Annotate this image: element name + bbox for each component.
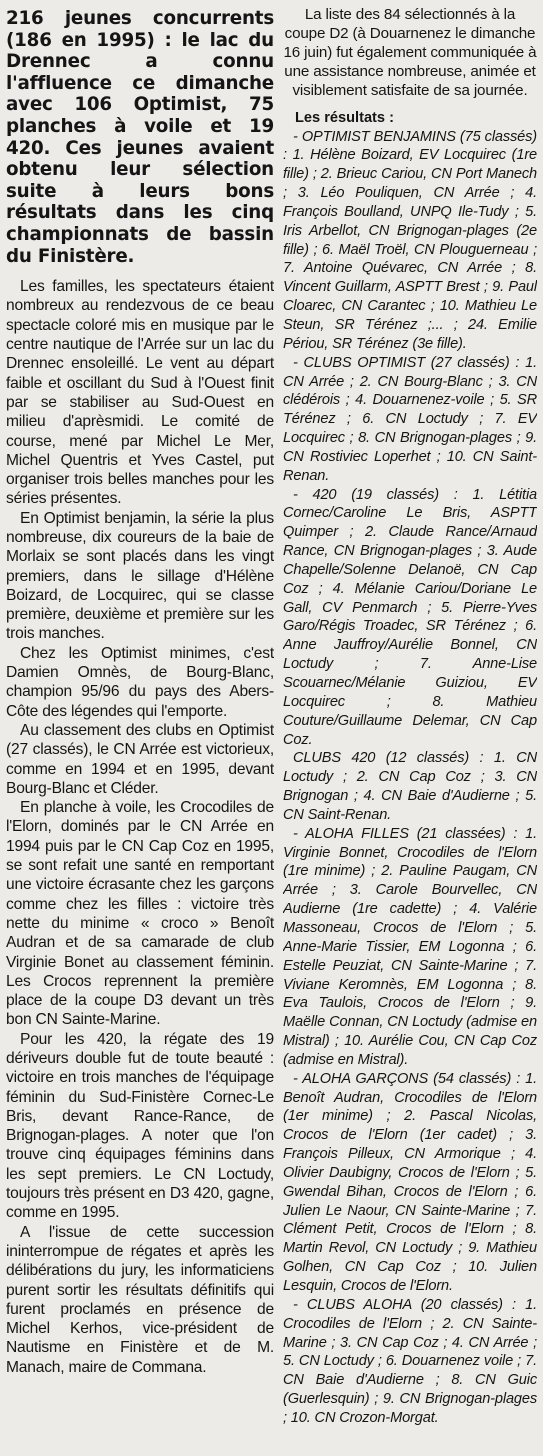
right-column bbox=[283, 6, 537, 1452]
result-aloha-garcons: - ALOHA GARÇONS (54 classés) : 1. Benoît Audran, Crocodiles de l'Elorn (1er minime) ; 2. Pascal Nicolas, Crocos de l'Elorn (1er cadet) ; 3. François Pilleux, CN Armorique ; 4. Olivier Daubigny, Crocos de l'Elorn ; 5. Gwendal Bihan, Crocos de l'Elorn ; 6. Julien Le Naour, CN Sainte-Marine ; 7. Clément Petit, Crocos de l'Elorn ; 8. Martin Revol, CN Loctudy ; 9. Mathieu Golhen, CN Cap Coz ; 10. Julien Lesquin, Crocos de l'Elorn. bbox=[283, 1070, 537, 1294]
result-optimist-benjamins: - OPTIMIST BENJAMINS (75 classés) : 1. Hélène Boizard, EV Locquirec (1re fille) ; 2. Brieuc Cariou, CN Port Manech ; 3. Léo Pouliquen, CN Arrée ; 4. François Boulland, UNPQ Ile-Tudy ; 5. Iris Arbellot, CN Brignogan-plages (2e fille) ; 6. Maël Troël, CN Plouguerneau ; 7. Antoine Quévarec, CN Arrée ; 8. Vincent Guillarm, ASPTT Brest ; 9. Paul Cloarec, CN Carantec ; 10. Mathieu Le Steun, SR Térénez ;... ; 24. Emilie Périou, SR Térénez (3e fille). bbox=[283, 128, 537, 352]
paragraph-420: Pour les 420, la régate des 19 dériveurs double fut de toute beauté : victoire en trois manches de l'équipage féminin du Sud-Finistère Cornec-Le Bris, devant Rance-Rance, de Brignogan-plages. A noter que l'on trouve cinq équipages féminins dans les sept premiers. Le CN Loctudy, toujours très présent en D3 420, gagne, comme en 1995. bbox=[6, 1030, 274, 1222]
selection-intro bbox=[283, 6, 537, 101]
results-heading: Les résultats : bbox=[295, 109, 394, 126]
left-column bbox=[6, 8, 274, 1452]
result-clubs-aloha: - CLUBS ALOHA (20 classés) : 1. Crocodiles de l'Elorn ; 2. CN Sainte-Marine ; 3. CN Cap Coz ; 4. CN Arrée ; 5. CN Loctudy ; 6. Douarnenez voile ; 7. CN Baie d'Audierne ; 8. CN Guic (Guerlesquin) ; 9. CN Brignogan-plages ; 10. CN Crozon-Morgat. bbox=[283, 1296, 537, 1426]
result-420: - 420 (19 classés) : 1. Létitia Cornec/Caroline Le Bris, ASPTT Quimper ; 2. Claude Rance/Arnaud Rance, CN Brignogan-plages ; 3. Aude Chapelle/Solenne Delanoë, CN Cap Coz ; 4. Mélanie Cariou/Doriane Le Gall, CV Penmarch ; 5. Pierre-Yves Garo/Régis Troadec, SR Térénez ; 6. Anne Jauffroy/Aurélie Bonnel, CN Loctudy ; 7. Anne-Lise Scouarnec/Mélanie Guiziou, EV Locquirec ; 8. Mathieu Couture/Guillaume Delemar, CN Cap Coz. bbox=[283, 486, 537, 748]
selection-paragraph: La liste des 84 sélectionnés à la coupe D2 (à Douarnenez le dimanche 16 juin) fut également communiquée à une assistance nombreuse, animée et visiblement satisfaite de sa journée. bbox=[283, 6, 537, 99]
paragraph-optimist-benjamin: En Optimist benjamin, la série la plus nombreuse, dix coureurs de la baie de Morlaix se sont placés dans les vingt premiers, dans le sillage d'Hélène Boizard, de Locquirec, qui se classe première, deuxième et première sur les trois manches. bbox=[6, 509, 274, 643]
result-clubs-optimist: - CLUBS OPTIMIST (27 classés) : 1. CN Arrée ; 2. CN Bourg-Blanc ; 3. CN clédérois ; 4. Douarnenez-voile ; 5. SR Térénez ; 6. CN Loctudy ; 7. EV Locquirec ; 8. CN Brignogan-plages ; 9. CN Rostiviec Loperhet ; 10. CN Saint-Renan. bbox=[283, 354, 537, 484]
paragraph-optimist-minimes: Chez les Optimist minimes, c'est Damien Omnès, de Bourg-Blanc, champion 95/96 du pays des Abers-Côte des légendes qui l'emporte. bbox=[6, 644, 274, 720]
paragraph-families: Les familles, les spectateurs étaient nombreux au rendezvous de ce beau spectacle coloré mis en musique par le centre nautique de l'Arrée sur un lac du Drennec ensoleillé. Le vent au départ faible et oscillant du Sud à l'Ouest finit par se stabiliser au Sud-Ouest en milieu d'aprèsmidi. Le comité de course, mené par Michel Le Mer, Michel Quentris et Yves Castel, put organiser trois belles manches pour les séries présentes. bbox=[6, 278, 274, 508]
article-body bbox=[6, 277, 274, 1377]
paragraph-planche-a-voile: En planche à voile, les Crocodiles de l'Elorn, dominés par le CN Arrée en 1994 puis par le CN Cap Coz en 1995, se sont refait une santé en remportant une victoire écrasante chez les garçons comme chez les filles : victoire très nette du minime « croco » Benoît Audran et de sa camarade de club Virginie Bonet au classement féminin. Les Crocos reprennent la première place de la coupe D3 devant un très bon CN Sainte-Marine. bbox=[6, 799, 274, 1029]
paragraph-conclusion: A l'issue de cette succession ininterrompue de régates et après les délibérations du jury, les informaticiens purent sortir les résultats définitifs qui furent proclamés en présence de Michel Kerhos, vice-président de Nautisme en Finistère et de M. Manach, maire de Commana. bbox=[6, 1223, 274, 1376]
results-list bbox=[283, 128, 537, 1428]
result-aloha-filles: - ALOHA FILLES (21 classées) : 1. Virginie Bonnet, Crocodiles de l'Elorn (1re minime) ; 2. Pauline Paugam, CN Arrée ; 3. Carole Bourvellec, CN Audierne (1re cadette) ; 4. Valérie Massoneau, Crocos de l'Elorn ; 5. Anne-Marie Tissier, EM Logonna ; 6. Estelle Peuziat, CN Sainte-Marine ; 7. Viviane Keromnès, EM Logonna ; 8. Eva Taulois, Crocos de l'Elorn ; 9. Maëlle Connan, CN Loctudy (admise en Mistral) ; 10. Aurélie Cou, CN Cap Coz (admise en Mistral). bbox=[283, 825, 537, 1068]
article-headline: 216 jeunes concurrents (186 en 1995) : le lac du Drennec a connu l'affluence ce dimanche avec 106 Optimist, 75 planches à voile et 19 420. Ces jeunes avaient obtenu leur sélection suite à leurs bons résultats dans les cinq championnats de bassin du Finistère. bbox=[6, 8, 274, 267]
paragraph-clubs-optimist: Au classement des clubs en Optimist (27 classés), le CN Arrée est victorieux, comme en 1994 et en 1995, devant Bourg-Blanc et Cléder. bbox=[6, 721, 274, 797]
result-clubs-420: CLUBS 420 (12 classés) : 1. CN Loctudy ; 2. CN Cap Coz ; 3. CN Brignogan ; 4. CN Baie d'Audierne ; 5. CN Saint-Renan. bbox=[283, 750, 537, 823]
